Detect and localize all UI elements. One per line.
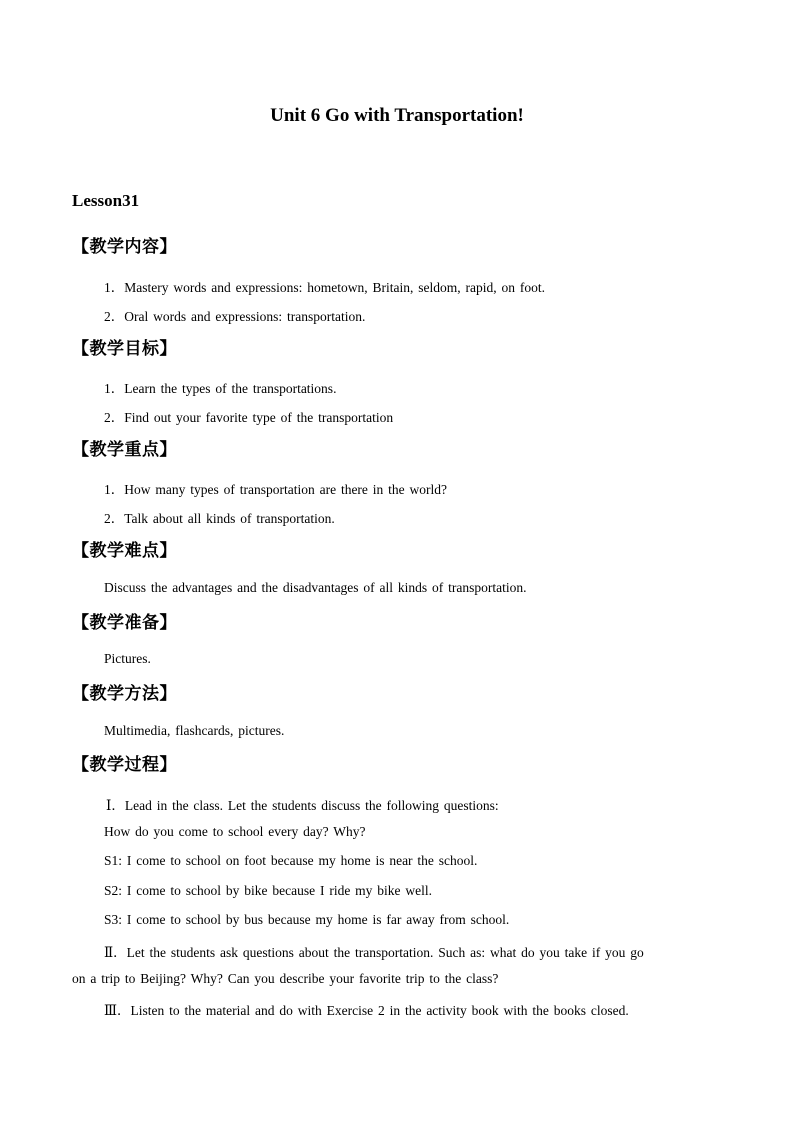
list-item: 2．Find out your favorite type of the transportation [104, 410, 394, 425]
process-line: Ⅲ．Listen to the material and do with Exercise 2 in the activity book with the books closed. [104, 1003, 629, 1018]
paragraph: Multimedia, flashcards, pictures. [104, 723, 285, 738]
list-item: 1．Mastery words and expressions: hometown, Britain, seldom, rapid, on foot. [104, 280, 545, 295]
list-item: 2．Talk about all kinds of transportation. [104, 511, 335, 526]
page-title: Unit 6 Go with Transportation! [270, 105, 524, 126]
process-line: S1: I come to school on foot because my home is near the school. [104, 853, 478, 868]
process-line: S2: I come to school by bike because I ride my bike well. [104, 883, 433, 898]
section-heading-preparation: 【教学准备】 [72, 613, 177, 633]
section-heading-content: 【教学内容】 [72, 237, 177, 257]
list-item: 1．How many types of transportation are there in the world? [104, 482, 448, 497]
section-heading-key-points: 【教学重点】 [72, 440, 177, 460]
section-heading-goals: 【教学目标】 [72, 339, 177, 359]
paragraph: Pictures. [104, 651, 151, 666]
paragraph: Discuss the advantages and the disadvantages of all kinds of transportation. [104, 580, 527, 595]
process-line: Ⅰ．Lead in the class. Let the students discuss the following questions: [106, 798, 499, 813]
section-heading-process: 【教学过程】 [72, 755, 177, 775]
list-item: 2．Oral words and expressions: transportation. [104, 309, 366, 324]
section-heading-difficulties: 【教学难点】 [72, 541, 177, 561]
process-line: Ⅱ．Let the students ask questions about the transportation. Such as: what do you take if you go [104, 945, 644, 960]
process-line: S3: I come to school by bus because my home is far away from school. [104, 912, 510, 927]
process-line: on a trip to Beijing? Why? Can you describe your favorite trip to the class? [72, 971, 499, 986]
list-item: 1．Learn the types of the transportations. [104, 381, 337, 396]
section-heading-methods: 【教学方法】 [72, 684, 177, 704]
process-line: How do you come to school every day? Why? [104, 824, 366, 839]
lesson-title: Lesson31 [72, 191, 140, 210]
